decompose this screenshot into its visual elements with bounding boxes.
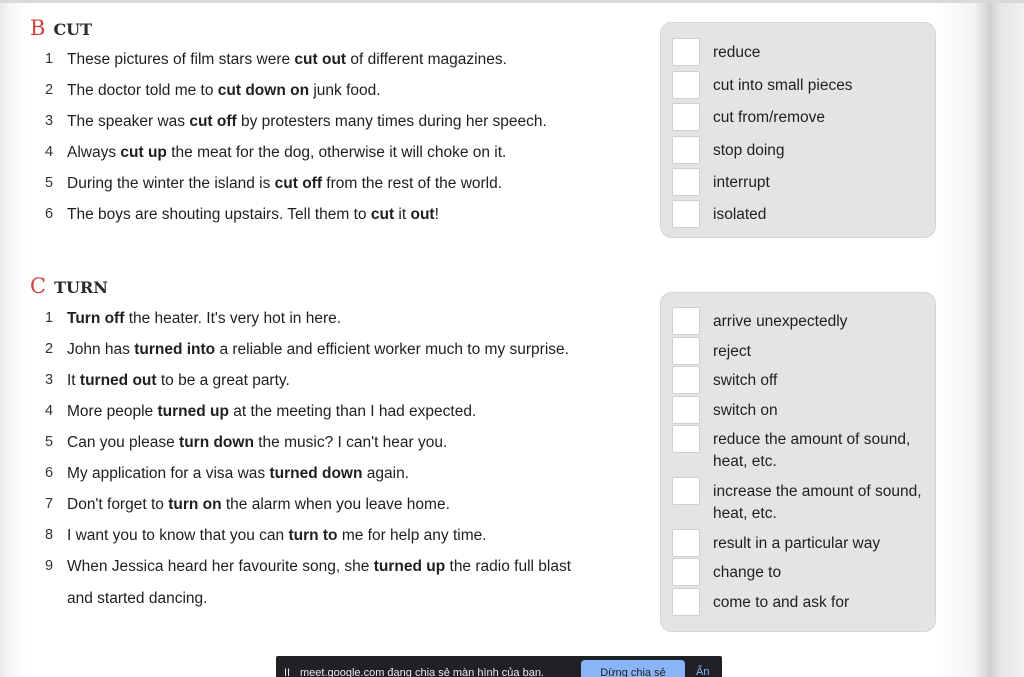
- section-c-meaning-8: [672, 562, 781, 586]
- meaning-text: stop doing: [713, 142, 785, 159]
- page-top-edge: [0, 0, 1024, 3]
- sentence-fragment: junk food.: [309, 82, 381, 99]
- sentence-text: [67, 75, 381, 106]
- meaning-text: switch on: [713, 402, 778, 419]
- sentence-number: 9: [45, 558, 54, 574]
- section-c-sentence-9-continuation: and started dancing.: [67, 590, 208, 607]
- section-b-sentence-6: [45, 199, 547, 230]
- meaning-text: isolated: [713, 206, 767, 223]
- phrasal-verb: cut off: [274, 175, 322, 192]
- phrasal-verb: turn to: [288, 527, 338, 544]
- sentence-number: 6: [45, 206, 54, 222]
- section-b-meaning-2: [672, 75, 853, 99]
- answer-box[interactable]: [672, 200, 700, 228]
- section-c-meaning-3: [672, 370, 777, 394]
- sentence-fragment: The doctor told me to: [67, 82, 218, 99]
- section-b-meaning-5: [672, 172, 770, 196]
- sentence-fragment: the meat for the dog, otherwise it will choke on it.: [166, 144, 507, 161]
- phrasal-verb: turned up: [373, 558, 446, 575]
- answer-box[interactable]: [672, 71, 700, 99]
- meaning-text: arrive unexpectedly: [713, 313, 848, 330]
- section-b-meaning-3: [672, 107, 825, 131]
- sentence-fragment: Don't forget to: [67, 496, 169, 513]
- screen-share-bar: [276, 656, 722, 677]
- sentence-fragment: I want you to know that you can: [67, 527, 289, 544]
- section-c-meaning-6: [672, 481, 922, 525]
- section-b-meanings-panel: [660, 22, 936, 238]
- meaning-text: come to and ask for: [713, 594, 850, 611]
- section-b-sentence-5: [45, 168, 547, 199]
- sentence-text: [67, 303, 341, 334]
- answer-box[interactable]: [672, 337, 700, 365]
- section-c-sentence-6: [45, 458, 571, 489]
- phrasal-verb: cut up: [120, 144, 167, 161]
- phrasal-verb: Turn off: [67, 310, 125, 327]
- sentence-number: 4: [45, 403, 54, 419]
- sentence-number: 6: [45, 465, 54, 481]
- sentence-number: 1: [45, 310, 54, 326]
- answer-box[interactable]: [672, 529, 700, 557]
- share-status-text: meet.google.com đang chia sẻ màn hình của bạn.: [300, 667, 544, 677]
- meaning-text: cut from/remove: [713, 109, 825, 126]
- meaning-text: reject: [713, 343, 751, 360]
- sentence-fragment: from the rest of the world.: [322, 175, 503, 192]
- section-b-sentences: [45, 44, 547, 230]
- sentence-text: [67, 168, 502, 199]
- answer-box[interactable]: [672, 103, 700, 131]
- sentence-fragment: me for help any time.: [337, 527, 487, 544]
- phrasal-verb: out: [410, 206, 435, 223]
- answer-box[interactable]: [672, 366, 700, 394]
- sentence-number: 2: [45, 341, 54, 357]
- sentence-fragment: the radio full blast: [445, 558, 571, 575]
- sentence-number: 2: [45, 82, 54, 98]
- sentence-fragment: !: [434, 206, 439, 223]
- phrasal-verb: turn on: [168, 496, 222, 513]
- sentence-number: 4: [45, 144, 54, 160]
- phrasal-verb: cut off: [189, 113, 237, 130]
- section-c-sentence-2: [45, 334, 571, 365]
- section-b-sentence-2: [45, 75, 547, 106]
- phrasal-verb: turn down: [179, 434, 254, 451]
- answer-box[interactable]: [672, 425, 700, 453]
- sentence-fragment: The boys are shouting upstairs. Tell them to: [67, 206, 371, 223]
- sentence-text: [67, 365, 290, 396]
- section-b-heading: [30, 16, 92, 40]
- section-b-sentence-1: [45, 44, 547, 75]
- section-c-meaning-2: [672, 341, 751, 365]
- sentence-number: 5: [45, 434, 54, 450]
- section-c-sentence-8: [45, 520, 571, 551]
- sentence-number: 7: [45, 496, 54, 512]
- section-c-meaning-7: [672, 533, 880, 557]
- sentence-text: [67, 520, 487, 551]
- answer-box[interactable]: [672, 558, 700, 586]
- sentence-fragment: John has: [67, 341, 135, 358]
- meaning-text: interrupt: [713, 174, 770, 191]
- sentence-fragment: Always: [67, 144, 121, 161]
- sentence-fragment: The speaker was: [67, 113, 190, 130]
- sentence-text: [67, 489, 450, 520]
- answer-box[interactable]: [672, 168, 700, 196]
- sentence-fragment: These pictures of film stars were: [67, 51, 295, 68]
- sentence-fragment: It: [67, 372, 80, 389]
- meaning-text: switch off: [713, 372, 778, 389]
- meaning-text: increase the amount of sound, heat, etc.: [713, 483, 922, 522]
- answer-box[interactable]: [672, 136, 700, 164]
- sentence-text: [67, 396, 476, 427]
- answer-box[interactable]: [672, 307, 700, 335]
- section-c-sentence-4: [45, 396, 571, 427]
- phrasal-verb: cut: [370, 206, 395, 223]
- sentence-fragment: My application for a visa was: [67, 465, 270, 482]
- sentence-fragment: to be a great party.: [156, 372, 290, 389]
- section-c-sentence-3: [45, 365, 571, 396]
- meaning-text: result in a particular way: [713, 535, 881, 552]
- section-b-meaning-1: [672, 42, 760, 66]
- sentence-number: 8: [45, 527, 54, 543]
- section-b-meaning-4: [672, 140, 785, 164]
- section-c-meanings-panel: [660, 292, 936, 632]
- sentence-fragment: it: [394, 206, 411, 223]
- sentence-text: [67, 458, 409, 489]
- section-b-sentence-4: [45, 137, 547, 168]
- section-c-meaning-1: [672, 311, 847, 335]
- sentence-number: 5: [45, 175, 54, 191]
- section-c-sentence-9: [45, 551, 571, 582]
- sentence-fragment: During the winter the island is: [67, 175, 275, 192]
- section-c-sentences: [45, 303, 571, 582]
- section-c-meaning-9: [672, 592, 849, 616]
- sentence-fragment: the heater. It's very hot in here.: [124, 310, 342, 327]
- meaning-text: change to: [713, 564, 782, 581]
- phrasal-verb: turned out: [79, 372, 157, 389]
- meaning-text: reduce: [713, 44, 761, 61]
- section-c-meaning-4: [672, 400, 778, 424]
- sentence-fragment: More people: [67, 403, 158, 420]
- hide-share-bar-button[interactable]: Ẩn: [696, 666, 710, 677]
- sentence-fragment: of different magazines.: [346, 51, 507, 68]
- section-c-sentence-1: [45, 303, 571, 334]
- stop-sharing-button[interactable]: Dừng chia sẻ: [581, 660, 685, 677]
- sentence-number: 3: [45, 372, 54, 388]
- section-c-letter: C: [30, 274, 47, 298]
- section-c-sentence-7: [45, 489, 571, 520]
- sentence-text: [67, 44, 507, 75]
- sentence-text: [67, 427, 447, 458]
- section-b-sentence-3: [45, 106, 547, 137]
- section-c-heading: [30, 274, 108, 298]
- section-c-meaning-5: [672, 429, 910, 473]
- sentence-fragment: at the meeting than I had expected.: [228, 403, 477, 420]
- answer-box[interactable]: [672, 588, 700, 616]
- sentence-text: [67, 199, 439, 230]
- section-b-meaning-6: [672, 204, 766, 228]
- sentence-fragment: again.: [362, 465, 409, 482]
- phrasal-verb: turned down: [269, 465, 363, 482]
- meaning-text: cut into small pieces: [713, 77, 853, 94]
- answer-box[interactable]: [672, 38, 700, 66]
- phrasal-verb: cut down on: [217, 82, 310, 99]
- sentence-text: [67, 334, 569, 365]
- section-b-letter: B: [30, 16, 46, 40]
- sentence-fragment: a reliable and efficient worker much to my surprise.: [215, 341, 569, 358]
- section-c-title: TURN: [54, 278, 108, 297]
- sentence-number: 1: [45, 51, 54, 67]
- section-c-sentence-5: [45, 427, 571, 458]
- sentence-text: [67, 106, 547, 137]
- phrasal-verb: turned up: [157, 403, 229, 420]
- meaning-text: reduce the amount of sound, heat, etc.: [713, 431, 911, 470]
- sentence-number: 3: [45, 113, 54, 129]
- sentence-text: [67, 137, 506, 168]
- sentence-fragment: the music? I can't hear you.: [253, 434, 448, 451]
- phrasal-verb: turned into: [134, 341, 216, 358]
- phrasal-verb: cut out: [294, 51, 347, 68]
- sentence-fragment: by protesters many times during her speech.: [236, 113, 547, 130]
- section-b-title: CUT: [53, 20, 93, 39]
- sentence-fragment: the alarm when you leave home.: [221, 496, 450, 513]
- answer-box[interactable]: [672, 396, 700, 424]
- answer-box[interactable]: [672, 477, 700, 505]
- sentence-fragment: Can you please: [67, 434, 180, 451]
- pause-icon: II: [284, 667, 291, 677]
- sentence-text: [67, 551, 571, 582]
- sentence-fragment: When Jessica heard her favourite song, she: [67, 558, 374, 575]
